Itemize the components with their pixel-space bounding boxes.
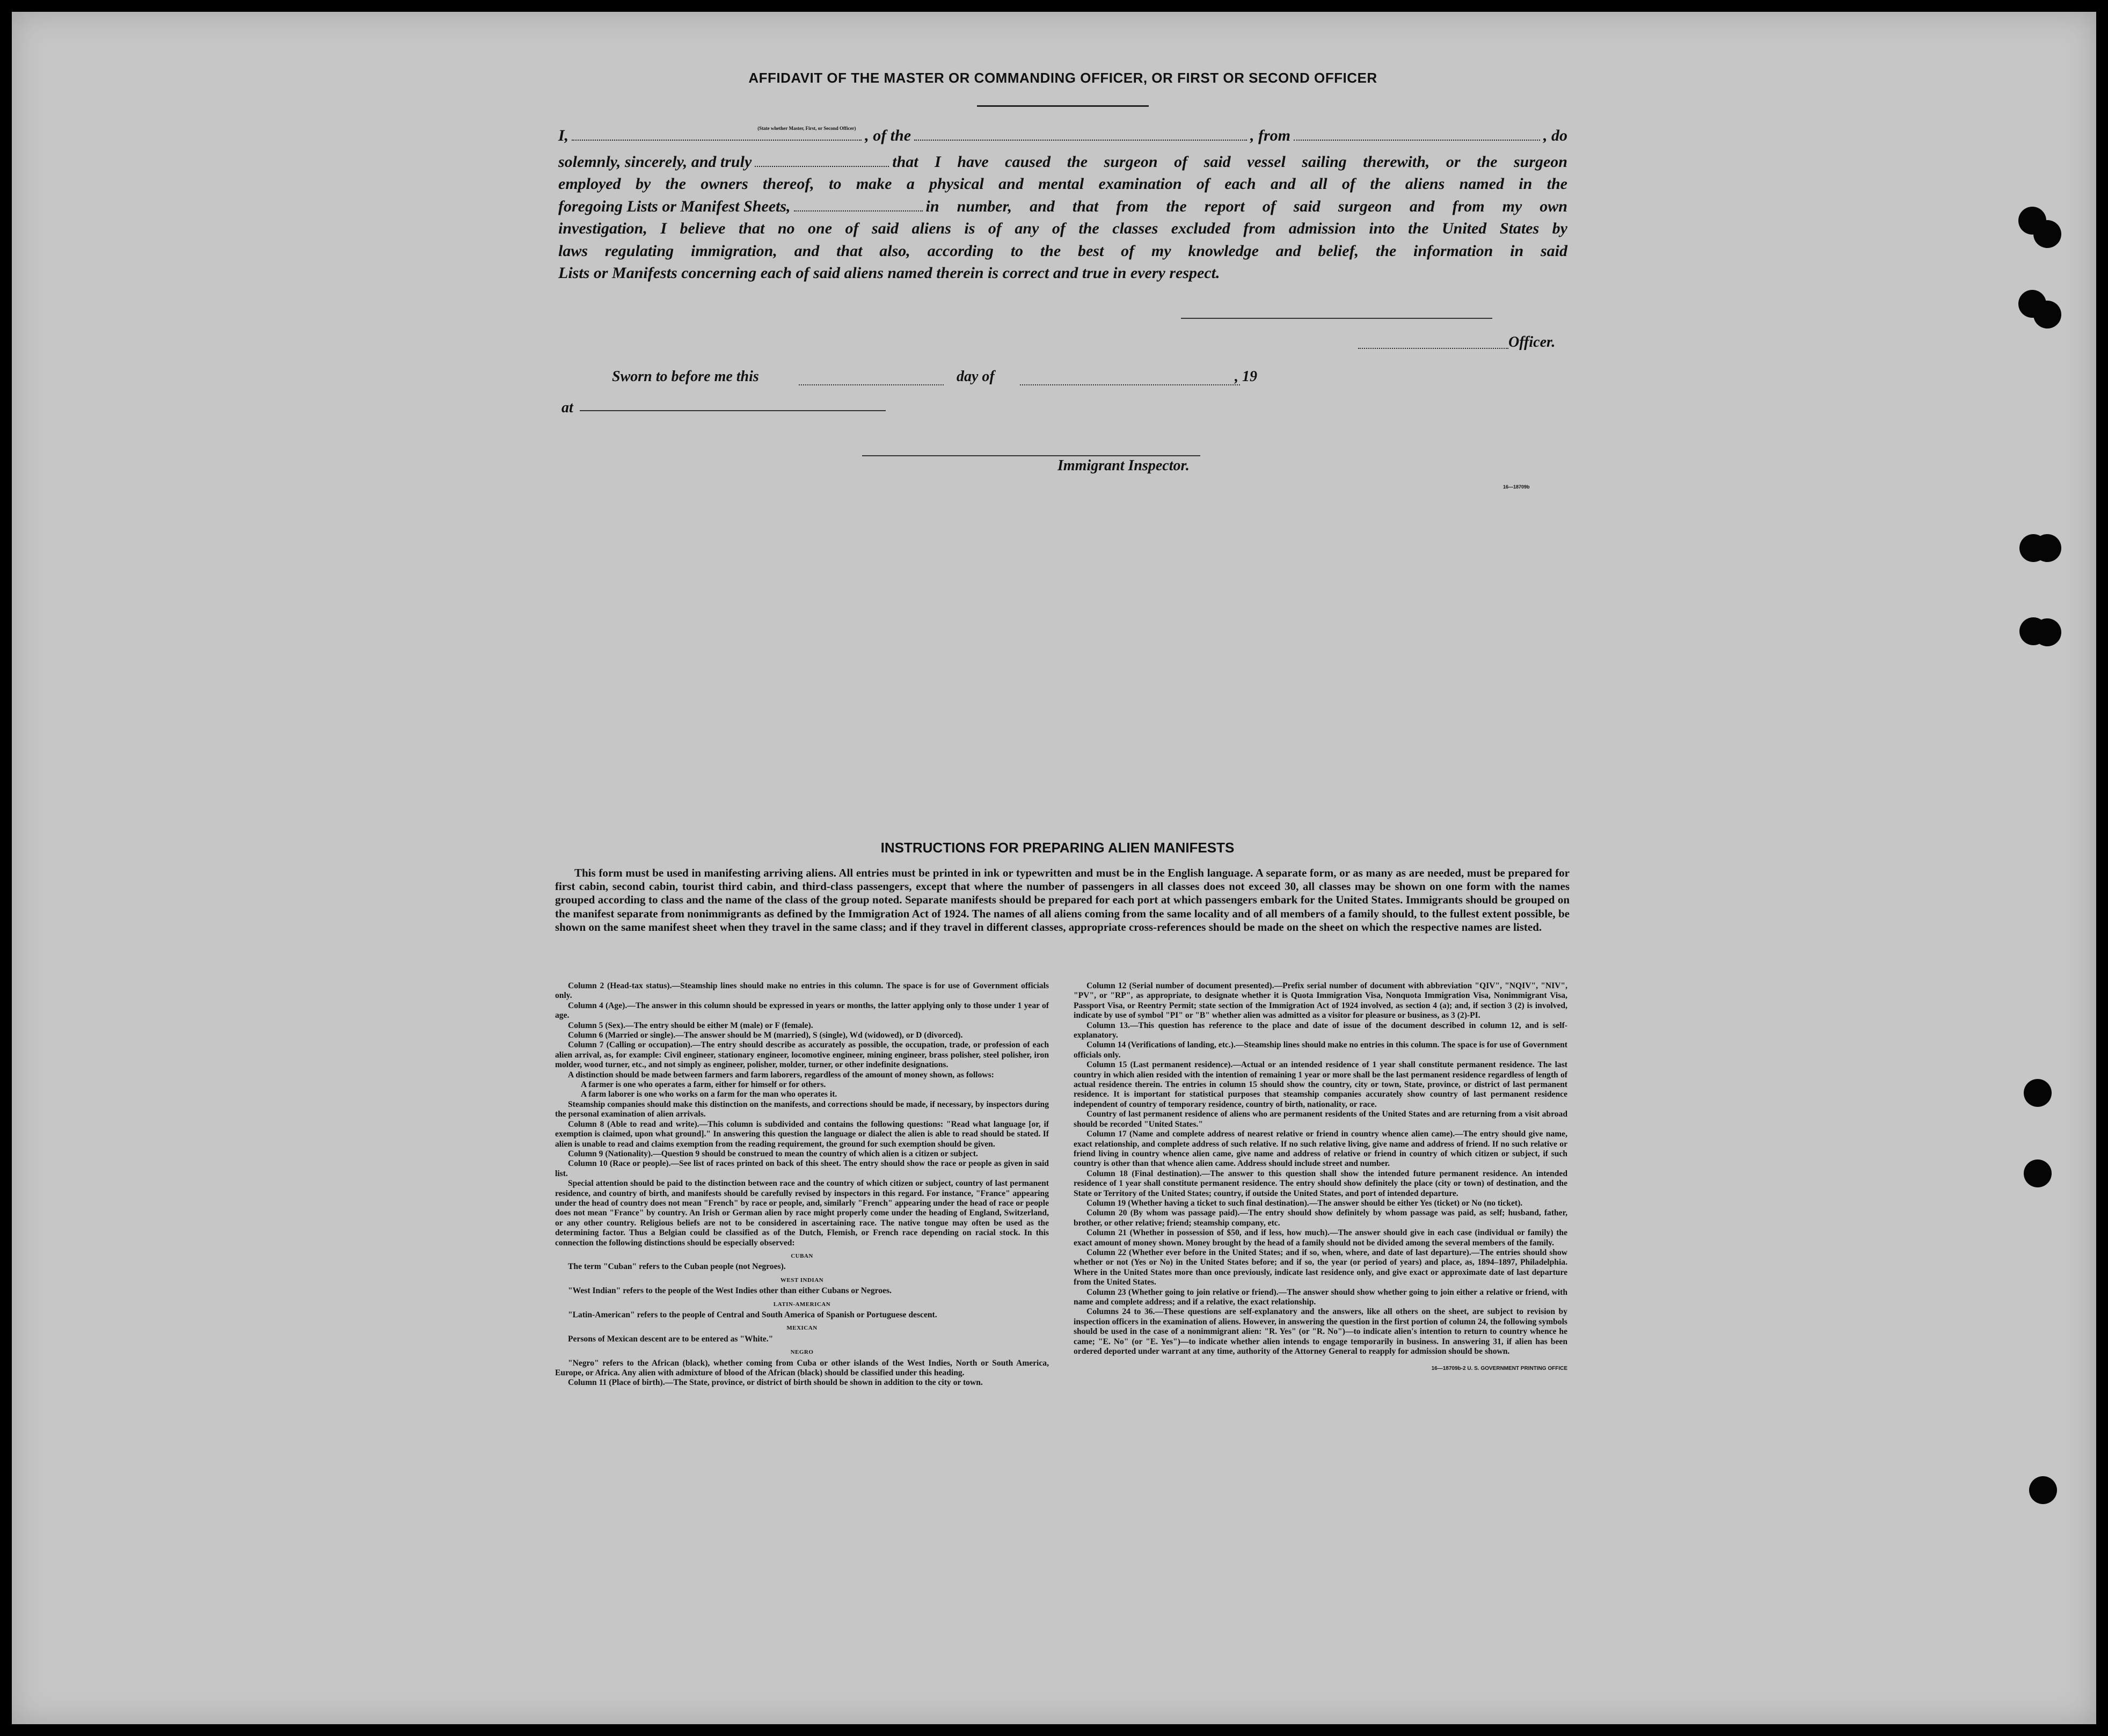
officer-title-line[interactable] (1358, 348, 1508, 349)
sworn-place-field[interactable] (580, 410, 886, 411)
footer-imprint: 16—18709b-2 U. S. GOVERNMENT PRINTING OFFICE (1431, 1366, 1567, 1372)
number-of-aliens-field[interactable] (794, 210, 923, 211)
instruction-paragraph: Column 23 (Whether going to join relative or friend).—The answer should show whether going to join either a relative or friend, with name and complete address; and if a relative, the exact relationship. (1074, 1287, 1567, 1307)
affidavit-line-1: I, (State whether Master, First, or Second Officer) , of the , from , do (558, 125, 1567, 151)
inspector-label: Immigrant Inspector. (1057, 457, 1190, 474)
instruction-paragraph: Column 7 (Calling or occupation).—The entry should describe as accurately as possible, the occupation, trade, or profession of each alien arrival, as, for example: Civil engineer, stationary engineer, locomotive engineer, mining engineer, brass polisher, steel polisher, iron molder, wood turner, etc., and not simply as engineer, polisher, molder, turner, or other indefinite designations. (555, 1040, 1049, 1070)
heading-negro: NEGRO (790, 1349, 814, 1356)
vessel-name-field[interactable] (914, 139, 1247, 141)
instruction-paragraph: Column 22 (Whether ever before in the United States; and if so, when, where, and date of last departure).—The entries should show whether or not (Yes or No) in the United States before; and if so, the year (or period of years) and place, as, 1894–1897, Philadelphia. Where in the United States more than once previously, indicate last residence only, and give exact or approximate date of last departure from the United States. (1074, 1248, 1567, 1287)
affidavit-line-4 (558, 195, 1567, 218)
affidavit-line-3: employed by the owners thereof, to make a physical and mental examination of each and all of the aliens named in the (558, 175, 1567, 193)
binder-hole (2024, 1159, 2052, 1187)
instruction-paragraph: A farmer is one who operates a farm, either for himself or for others. (581, 1080, 826, 1090)
affidavit-title: AFFIDAVIT OF THE MASTER OR COMMANDING OFFICER, OR FIRST OR SECOND OFFICER (748, 70, 1377, 86)
affidavit-line-6: laws regulating immigration, and that also, according to the best of my knowledge and belief, the information in said (558, 242, 1567, 260)
instruction-paragraph: Column 19 (Whether having a ticket to such final destination).—The answer should be either Yes (ticket) or No (no ticket). (1086, 1198, 1523, 1208)
at-label: at (561, 399, 573, 416)
form-number: 16—18709b (1503, 484, 1530, 490)
binder-hole (2033, 301, 2061, 329)
instruction-paragraph: Column 6 (Married or single).—The answer should be M (married), S (single), Wd (widowed), or D (divorced). (568, 1031, 963, 1040)
binder-hole (2033, 618, 2061, 646)
binder-hole (2033, 534, 2061, 562)
officer-label: Officer. (1508, 334, 1556, 351)
officer-signature-line[interactable] (1181, 318, 1492, 319)
title-rule (977, 105, 1149, 107)
instruction-paragraph: Special attention should be paid to the distinction between race and the country of which citizen or subject, country of last permanent residence, and country of birth, and manifests should be carefully revised by inspectors in this regard. For instance, "France" appearing under the head of country does not mean "French" by race or people, and, similarly "French" appearing under the head of race or people does not mean "France" by country. An Irish or German alien by race might properly come under the heading of England, Switzerland, or any other country. Religious beliefs are not to be considered in ascertaining race. The native tongue may often be used as the determining factor. Thus a Belgian could be classified as of the Dutch, Flemish, or French race depending on racial stock. In this connection the following distinctions should be especially observed: (555, 1179, 1049, 1248)
instructions-intro: This form must be used in manifesting arriving aliens. All entries must be printed in ink or typewritten and must be in the English language. A separate form, or as many as are needed, must be prepared for first cabin, second cabin, tourist third cabin, and third-class passengers, except that where the number of passengers in all classes does not exceed 30, all classes may be shown on one form with the names grouped according to class and the name of the class of the group noted. Separate manifests should be prepared for each port at which passengers embark for the United States. Immigrants should be grouped on the manifest separate from nonimmigrants as defined by the Immigration Act of 1924. The names of all aliens coming from the same locality and of all members of a family should, to the fullest extent possible, be shown on the same manifest sheet when they travel in the same class; and if they travel in different classes, appropriate cross-references should be made on the sheet on which the respective names are listed. (555, 866, 1570, 933)
instruction-paragraph: Column 12 (Serial number of document presented).—Prefix serial number of document with abbreviation "QIV", "NQIV", "NIV", "PV", or "RP", as appropriate, to designate whether it is Quota Immigration Visa, Nonquota Immigration Visa, Nonimmigrant Visa, Passport Visa, or Reentry Permit; state section of the Immigration Act of 1924 involved, as section 4 (a); and, if section 3 (2) is involved, indicate by use of symbol "PI" or "B" whether alien was admitted as a visitor for pleasure or business, as 3 (2)-PI. (1074, 981, 1567, 1020)
affidavit-text: that I have caused the surgeon of said vessel sailing therewith, or the surgeon (892, 152, 1567, 171)
binder-hole (2024, 1079, 2052, 1107)
instruction-paragraph: Country of last permanent residence of aliens who are permanent residents of the United States and are returning from a visit abroad should be recorded "United States." (1074, 1110, 1567, 1129)
pronoun-i: I, (558, 127, 569, 144)
instruction-paragraph: Column 5 (Sex).—The entry should be either M (male) or F (female). (568, 1020, 813, 1030)
instruction-paragraph: Column 11 (Place of birth).—The State, province, or district of birth should be shown in addition to the city or town. (568, 1378, 983, 1388)
instruction-paragraph: Column 15 (Last permanent residence).—Actual or an intended residence of 1 year shall constitute permanent residence. The last country in which alien resided with the intention of remaining 1 year or more shall be the last permanent residence regardless of length of actual residence therein. The entries in column 15 should show the country, city or town, State, province, or district of last permanent residence. It is important for statistical purposes that steamship companies accurately show country of last permanent residence independent of country of temporary residence, country of birth, nationality, or race. (1074, 1060, 1567, 1109)
instruction-paragraph: Column 2 (Head-tax status).—Steamship lines should make no entries in this column. The space is for use of Government officials only. (555, 981, 1049, 1001)
instruction-paragraph: Columns 24 to 36.—These questions are self-explanatory and the answers, like all others on the sheet, are subject to revision by inspection officers in the examination of aliens. However, in answering the question in the first portion of column 24, the following symbols should be used in the case of a nonimmigrant alien: "R. Yes" (or "R. No")—to indicate alien's intention to return to country whence he came; "E. No" (or "E. Yes")—to indicate whether alien intends to engage temporarily in business. In answering 31, if alien has been ordered deported under warrant at any time, authority of the Attorney General to reapply for admission should be shown. (1074, 1307, 1567, 1356)
instruction-paragraph: "Negro" refers to the African (black), whether coming from Cuba or other islands of the West Indies, North or South America, Europe, or Africa. Any alien with admixture of blood of the African (black) should be classified under this heading. (555, 1358, 1049, 1378)
instruction-paragraph: Column 21 (Whether in possession of $50, and if less, how much).—The answer should give in each case (individual or family) the exact amount of money shown. Money brought by the head of a family should not be divided among the several members of the family. (1074, 1228, 1567, 1248)
affidavit-text: solemnly, sincerely, and truly (558, 152, 752, 171)
day-of-label: day of (957, 368, 995, 385)
instruction-paragraph: Column 18 (Final destination).—The answer to this question shall show the intended future permanent residence. An intended residence of 1 year shall constitute permanent residence. The entry should show definitely the place (city or town) of destination, and the State or Territory of the United States; country, if outside the United States, and port of intended departure. (1074, 1169, 1567, 1198)
affidavit-text: foregoing Lists or Manifest Sheets, (558, 197, 791, 215)
instruction-paragraph: Column 14 (Verifications of landing, etc.).—Steamship lines should make no entries in this column. The space is for use of Government officials only. (1074, 1040, 1567, 1060)
instruction-paragraph: Steamship companies should make this distinction on the manifests, and corrections should be made, if necessary, by inspectors during the personal examination of alien arrivals. (555, 1099, 1049, 1119)
instruction-paragraph: Persons of Mexican descent are to be entered as "White." (568, 1334, 774, 1344)
year-label: , 19 (1235, 368, 1257, 385)
instruction-paragraph: Column 20 (By whom was passage paid).—The entry should show definitely by whom passage was paid, as self; husband, father, brother, or other relative; friend; steamship company, etc. (1074, 1208, 1567, 1228)
affidavit-body (558, 125, 1567, 285)
affidavit-line-7: Lists or Manifests concerning each of said aliens named therein is correct and true in every respect. (558, 264, 1220, 282)
instructions-left-column (555, 981, 1049, 1388)
instruction-paragraph: A farm laborer is one who works on a farm for the man who operates it. (581, 1090, 837, 1099)
instruction-paragraph: The term "Cuban" refers to the Cuban people (not Negroes). (568, 1262, 786, 1272)
binder-hole (2033, 220, 2061, 248)
instruction-paragraph: Column 17 (Name and complete address of nearest relative or friend in country whence alien came).—The entry should give name, exact relationship, and complete address of such relative. If no such relative living, give name and address of friend. If no such relative or friend living in country whence alien came, give name and address of relative or friend in country of which citizen or subject, if such country is other than that whence alien came. Address should include street and number. (1074, 1129, 1567, 1169)
instruction-paragraph: Column 9 (Nationality).—Question 9 should be construed to mean the country of which alien is a citizen or subject. (568, 1149, 978, 1158)
sworn-month-field[interactable] (1020, 384, 1240, 385)
declaration-field[interactable] (755, 165, 889, 167)
instructions-title: INSTRUCTIONS FOR PREPARING ALIEN MANIFESTS (880, 840, 1235, 856)
instruction-paragraph: A distinction should be made between farmers and farm laborers, regardless of the amount of money shown, as follows: (568, 1070, 994, 1079)
inspector-signature-line[interactable] (862, 455, 1200, 456)
affidavit-line-2 (558, 151, 1567, 173)
sworn-label: Sworn to before me this (612, 368, 759, 385)
instructions-right-column (1074, 981, 1567, 1374)
of-the-label: , of the (865, 127, 911, 144)
instruction-paragraph: Column 13.—This question has reference to the place and date of issue of the document described in column 12, and is self-explanatory. (1074, 1020, 1567, 1040)
sworn-day-field[interactable] (799, 384, 944, 385)
instruction-paragraph: "Latin-American" refers to the people of Central and South America of Spanish or Portuguese descent. (568, 1310, 937, 1319)
heading-cuban: CUBAN (791, 1252, 813, 1259)
heading-mexican: MEXICAN (786, 1325, 818, 1332)
port-from-field[interactable] (1294, 139, 1540, 141)
heading-west-indian: WEST INDIAN (780, 1277, 824, 1283)
binder-hole (2029, 1476, 2057, 1504)
affidavit-text: in number, and that from the report of said surgeon and from my own (925, 197, 1567, 215)
affidavit-line-5: investigation, I believe that no one of said aliens is of any of the classes excluded from admission into the United States by (558, 220, 1567, 237)
from-label: , from (1250, 127, 1291, 144)
officer-name-field[interactable] (572, 139, 862, 141)
instruction-paragraph: Column 8 (Able to read and write).—This column is subdivided and contains the following questions: "Read what language [or, if exemption is claimed, upon what ground]." In answering this question the language or dialect the alien is able to read should be stated. If alien is unable to read and claims exemption from the reading requirement, the ground for such exemption should be given. (555, 1119, 1049, 1149)
instruction-paragraph: "West Indian" refers to the people of the West Indies other than either Cubans or Negroes. (568, 1286, 892, 1296)
do-label: , do (1543, 127, 1567, 144)
instruction-paragraph: Column 10 (Race or people).—See list of races printed on back of this sheet. The entry should show the race or people as given in said list. (555, 1159, 1049, 1178)
instruction-paragraph: Column 4 (Age).—The answer in this column should be expressed in years or months, the latter applying only to those under 1 year of age. (555, 1001, 1049, 1020)
heading-latin-american: LATIN-AMERICAN (773, 1301, 831, 1308)
